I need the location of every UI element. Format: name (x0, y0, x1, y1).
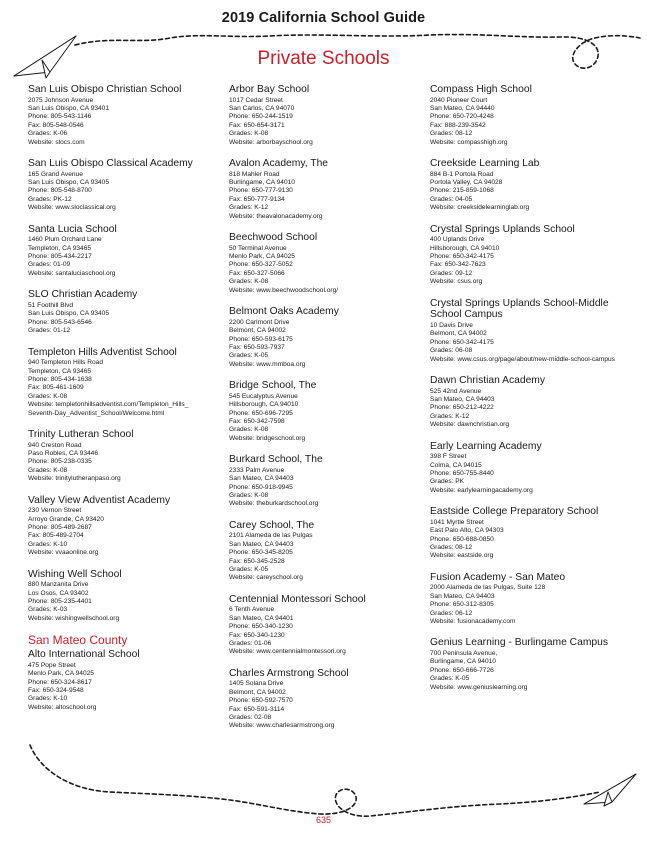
school-detail-line: Fax: 888-239-3542 (430, 121, 486, 129)
school-detail-line: 2101 Alameda de las Pulgas (229, 532, 313, 540)
school-detail-line: Website: dawnchristian.org (430, 421, 510, 429)
school-detail-line: Website: theburkardschool.org (229, 500, 319, 508)
school-name: Early Learning Academy (430, 440, 542, 452)
school-detail-line: San Luis Obispo, CA 93401 (28, 105, 110, 112)
school-detail-line: Phone: 650-342-4175 (430, 253, 494, 261)
school-entry (229, 668, 425, 731)
school-detail-line: Grades: K-12 (430, 412, 470, 420)
school-detail-line: Website: bridgeschool.org (229, 434, 306, 442)
school-name: Creekside Learning Lab (430, 158, 540, 170)
school-entry (229, 454, 425, 509)
school-detail-line: Phone: 650-592-7570 (229, 697, 293, 705)
school-detail-line: Grades: 01-06 (229, 640, 272, 648)
school-detail-line: Phone: 805-489-2687 (28, 523, 92, 531)
school-detail-line: Grades: K-10 (28, 540, 68, 548)
school-name: Valley View Adventist Academy (28, 494, 171, 506)
school-detail-line: 475 Pope Street (28, 661, 76, 669)
school-entry (229, 232, 425, 295)
school-detail-line: Phone: 650-918-9945 (229, 483, 293, 491)
school-entry (430, 375, 626, 430)
school-detail-line: Website: wishingwellschool.org (28, 614, 120, 622)
school-detail-line: San Mateo, CA 94403 (430, 592, 495, 600)
school-detail-line: San Luis Obispo, CA 93405 (28, 179, 110, 187)
school-entry (430, 441, 626, 496)
school-entry (28, 158, 224, 213)
school-detail-line: Arroyo Grande, CA 93420 (28, 515, 104, 523)
school-detail-line: Grades: K-08 (28, 466, 68, 474)
school-name: Belmont Oaks Academy (229, 306, 339, 318)
school-entry (430, 637, 626, 692)
school-detail-line: 230 Vernon Street (28, 507, 82, 515)
school-detail-line: Phone: 805-235-4401 (28, 598, 92, 605)
school-detail-line: 2075 Johnson Avenue (28, 96, 94, 104)
school-detail-line: Phone: 650-345-8205 (229, 549, 293, 557)
school-detail-line: Phone: 650-244-1519 (229, 113, 293, 121)
school-detail-line: Grades: 08-12 (430, 543, 473, 551)
school-detail-line: Website: www.beechwoodschool.org/ (229, 286, 339, 294)
school-name: Santa Lucia School (28, 223, 117, 235)
school-detail-line: Website: trinitylutheranpaso.org (28, 475, 121, 483)
school-detail-line: Website: vvaaonline.org (28, 549, 99, 557)
school-detail-line: East Palo Alto, CA 94303 (430, 527, 504, 535)
school-detail-line: Fax: 650-777-9134 (229, 195, 285, 203)
school-detail-line: Website: www.charlesarmstrong.org (229, 722, 335, 730)
school-entry (28, 289, 224, 335)
school-detail-line: Grades: 08-12 (430, 130, 473, 138)
school-entry (28, 429, 224, 484)
page-number: 635 (315, 815, 332, 825)
school-detail-line: Los Osos, CA 93402 (28, 589, 89, 597)
school-detail-line: 1405 Solana Drive (229, 680, 284, 688)
school-detail-line: San Mateo, CA 94403 (229, 475, 294, 483)
school-detail-line: Grades: K-05 (430, 675, 470, 683)
school-detail-line: 545 Eucalyptus Avenue (229, 392, 298, 400)
school-name: Carey School, The (229, 519, 315, 531)
school-detail-line: Grades: 01-12 (28, 327, 71, 335)
school-detail-line: Phone: 650-327-5052 (229, 261, 293, 269)
school-detail-line: Hillsborough, CA 94010 (430, 244, 500, 252)
school-detail-line: Menlo Park, CA 94025 (229, 253, 295, 261)
school-detail-line: Burlingame, CA 94010 (229, 179, 295, 187)
school-entry (229, 306, 425, 369)
school-detail-line: Phone: 805-434-1638 (28, 375, 92, 383)
school-detail-line: 940 Creston Road (28, 441, 82, 449)
school-entry (28, 569, 224, 624)
school-detail-line: Phone: 805-238-0335 (28, 458, 92, 466)
school-name: Crystal Springs Uplands School (430, 223, 575, 235)
school-detail-line: Colma, CA 94015 (430, 461, 482, 469)
school-name: Templeton Hills Adventist School (28, 346, 177, 358)
school-detail-line: Website: earlylearningacademy.org (430, 486, 533, 494)
school-detail-line: Fax: 650-340-1230 (229, 631, 285, 639)
school-detail-line: 1460 Plum Orchard Lane (28, 236, 102, 244)
school-detail-line: Website: csus.org (430, 278, 483, 286)
school-detail-line: Portola Valley, CA 94028 (430, 179, 503, 187)
school-entry (430, 572, 626, 627)
school-name: Beechwood School (229, 232, 318, 244)
school-detail-line: San Mateo, CA 94440 (430, 105, 495, 112)
school-detail-line: 700 Peninsula Avenue, (430, 650, 498, 657)
school-detail-line: San Luis Obispo, CA 93405 (28, 310, 110, 318)
school-detail-line: Fax: 650-327-5066 (229, 269, 285, 277)
school-detail-line: Phone: 215-859-1068 (430, 187, 494, 195)
school-detail-line: 2200 Carlmont Drive (229, 318, 290, 326)
school-name: Genius Learning - Burlingame Campus (430, 637, 608, 649)
school-detail-line: Grades: K-05 (229, 566, 269, 573)
school-detail-line: Website: compasshigh.org (430, 138, 508, 146)
school-detail-line: Phone: 805-543-1146 (28, 113, 92, 121)
school-detail-line: Fax: 650-342-7623 (430, 261, 486, 269)
school-detail-line: San Mateo, CA 94403 (430, 395, 495, 403)
school-entry (229, 520, 425, 583)
school-name: San Luis Obispo Christian School (28, 84, 182, 95)
school-detail-line: Phone: 650-688-0850 (430, 535, 494, 543)
school-name: Dawn Christian Academy (430, 374, 546, 386)
school-detail-line: Grades: PK-12 (28, 195, 72, 203)
school-detail-line: Fax: 805-489-2704 (28, 532, 84, 540)
school-detail-line: 400 Uplands Drive (430, 236, 485, 244)
school-detail-line: Phone: 650-324-8617 (28, 678, 92, 686)
school-detail-line: Website: fusionacademy.com (430, 618, 516, 625)
column-2 (229, 84, 425, 742)
school-detail-line: 2000 Alameda de las Pulgas, Suite 128 (430, 584, 546, 592)
school-detail-line: Grades: K-08 (28, 392, 68, 400)
school-detail-line: Website: santaluciaschool.org (28, 269, 116, 277)
school-entry (430, 298, 626, 364)
school-detail-line: Website: eastside.org (430, 552, 494, 560)
school-detail-line: 940 Templeton Hills Road (28, 359, 104, 367)
school-detail-line: Phone: 650-212-4222 (430, 404, 494, 412)
school-detail-line: Burlingame, CA 94010 (430, 658, 496, 666)
school-detail-line: Hillsborough, CA 94010 (229, 401, 299, 409)
school-detail-line: Fax: 650-654-3171 (229, 121, 285, 129)
school-detail-line: Website: www.csus.org/page/about/new-middle-school-campus (430, 355, 615, 363)
school-detail-line: 884 B-1 Portola Road (430, 170, 494, 178)
school-detail-line: San Mateo, CA 94403 (229, 540, 294, 548)
school-detail-line: Grades: K-06 (28, 130, 68, 138)
school-detail-line: Fax: 650-342-7598 (229, 417, 285, 425)
school-detail-line: 525 42nd Avenue (430, 387, 482, 395)
school-detail-line: Fax: 805-461-1609 (28, 384, 84, 392)
county-heading: San Mateo County (28, 633, 128, 648)
school-detail-line: Grades: 02-08 (229, 714, 272, 722)
school-entry (229, 594, 425, 657)
school-entry (229, 380, 425, 443)
school-entry (430, 158, 626, 213)
school-detail-line: Grades: K-08 (229, 426, 269, 434)
school-name: Burkard School, The (229, 454, 323, 466)
school-detail-line: 165 Grand Avenue (28, 170, 83, 178)
school-detail-line: Grades: K-05 (229, 352, 269, 360)
school-detail-line: Belmont, CA 94002 (430, 330, 487, 338)
column-1 (28, 84, 224, 723)
school-detail-line: 1041 Myrtle Street (430, 518, 484, 526)
school-detail-line: 880 Manzanita Drive (28, 581, 89, 589)
school-name: Eastside College Preparatory School (430, 506, 599, 518)
school-detail-line: Grades: 04-05 (430, 195, 473, 203)
school-entry (28, 347, 224, 418)
school-detail-line: Website: www.mmboa.org (229, 360, 306, 368)
school-detail-line: Website: altoschool.org (28, 703, 97, 711)
school-detail-line: Phone: 650-720-4248 (430, 113, 494, 121)
school-name: San Luis Obispo Classical Academy (28, 158, 193, 170)
school-detail-line: Belmont, CA 94002 (229, 688, 286, 696)
school-detail-line: Website: templetonhillsadventist.com/Templeton_Hills_ (28, 401, 189, 409)
school-detail-line: Grades: K-10 (28, 695, 68, 703)
school-detail-line: 2333 Palm Avenue (229, 466, 285, 474)
school-detail-line: Grades: 06-08 (430, 347, 473, 355)
school-entry (28, 495, 224, 558)
school-detail-line: Phone: 650-666-7726 (430, 666, 494, 674)
school-detail-line: Fax: 650-593-7937 (229, 343, 285, 351)
school-detail-line: 51 Foothill Blvd (28, 301, 74, 309)
school-detail-line: Phone: 650-342-4175 (430, 338, 494, 346)
school-detail-line: Seventh-Day_Adventist_School/Welcome.html (28, 409, 165, 417)
school-entry (28, 84, 224, 147)
school-name: Alto International School (28, 649, 140, 661)
school-detail-line: Templeton, CA 93465 (28, 244, 92, 252)
school-detail-line: Grades: K-12 (229, 204, 269, 212)
school-detail-line: Fax: 650-591-3114 (229, 705, 285, 713)
school-name: Arbor Bay School (229, 84, 310, 95)
school-detail-line: San Mateo, CA 94401 (229, 614, 294, 622)
school-detail-line: 398 F Street (430, 453, 467, 461)
school-detail-line: Grades: K-08 (229, 278, 269, 286)
school-detail-line: Fax: 805-548-0546 (28, 121, 84, 129)
school-detail-line: Fax: 650-345-2528 (229, 557, 285, 565)
school-entry (430, 506, 626, 561)
school-detail-line: Grades: K-08 (229, 130, 269, 138)
school-entry (430, 224, 626, 287)
school-detail-line: Grades: 06-12 (430, 609, 473, 617)
school-detail-line: 6 Tenth Avenue (229, 606, 275, 614)
school-name: Compass High School (430, 84, 532, 95)
school-entry (229, 84, 425, 147)
school-detail-line: Phone: 650-340-1230 (229, 623, 293, 631)
school-detail-line: Website: arborbayschool.org (229, 138, 313, 146)
school-name: Bridge School, The (229, 380, 317, 392)
school-detail-line: Grades: PK (430, 478, 465, 486)
school-entry (430, 84, 626, 147)
school-detail-line: Phone: 650-593-6175 (229, 335, 293, 343)
guide-title: 2019 California School Guide (221, 10, 426, 26)
school-name: Crystal Springs Uplands School-Middle School Campus (430, 297, 609, 321)
school-entry (28, 224, 224, 279)
school-name: Centennial Montessori School (229, 593, 366, 605)
school-detail-line: 10 Davis Drive (430, 321, 473, 329)
school-detail-line: Paso Robles, CA 93446 (28, 449, 99, 457)
school-detail-line: Phone: 805-543-6546 (28, 318, 92, 326)
school-detail-line: Phone: 650-777-9130 (229, 187, 293, 195)
school-name: SLO Christian Academy (28, 289, 138, 301)
school-detail-line: Phone: 650-312-8305 (430, 601, 494, 609)
school-name: Charles Armstrong School (229, 667, 349, 679)
school-detail-line: Website: www.geniuslearning.org (430, 683, 528, 691)
school-name: Fusion Academy - San Mateo (430, 571, 566, 583)
school-entry (229, 158, 425, 221)
school-detail-line: 1017 Cedar Street (229, 96, 283, 104)
school-detail-line: 818 Mahler Road (229, 170, 280, 178)
school-detail-line: Grades: K-03 (28, 606, 68, 614)
school-name: Avalon Academy, The (229, 158, 329, 170)
school-detail-line: 2040 Pioneer Court (430, 96, 488, 104)
school-detail-line: Belmont, CA 94002 (229, 327, 286, 335)
school-detail-line: Website: careyschool.org (229, 574, 303, 582)
school-name: Trinity Lutheran School (28, 428, 134, 440)
school-detail-line: Phone: 650-755-8440 (430, 469, 494, 477)
school-detail-line: Phone: 805-548-8700 (28, 187, 92, 195)
school-detail-line: Website: slocs.com (28, 138, 85, 146)
school-detail-line: Fax: 650-324-9548 (28, 687, 84, 695)
school-detail-line: Phone: 805-434-2217 (28, 253, 92, 261)
school-detail-line: Grades: 09-12 (430, 269, 473, 277)
school-detail-line: Phone: 650-696-7295 (229, 409, 293, 417)
column-3 (430, 84, 626, 703)
school-entry (28, 649, 224, 712)
school-detail-line: Website: theavalonacademy.org (229, 212, 323, 220)
school-detail-line: Website: www.centennialmontessori.org (229, 648, 346, 656)
school-detail-line: Grades: K-08 (229, 491, 269, 499)
school-detail-line: Website: creeksidelearninglab.org (430, 204, 530, 212)
school-detail-line: San Carlos, CA 94070 (229, 105, 295, 112)
school-detail-line: 50 Terminal Avenue (229, 244, 287, 252)
school-detail-line: Menlo Park, CA 94025 (28, 670, 94, 678)
school-detail-line: Website: www.sloclassical.org (28, 204, 116, 212)
school-detail-line: Grades: 01-09 (28, 261, 71, 269)
section-title: Private Schools (257, 48, 390, 69)
school-detail-line: Templeton, CA 93465 (28, 367, 92, 375)
school-name: Wishing Well School (28, 568, 122, 580)
paper-airplane-icon (582, 770, 638, 810)
